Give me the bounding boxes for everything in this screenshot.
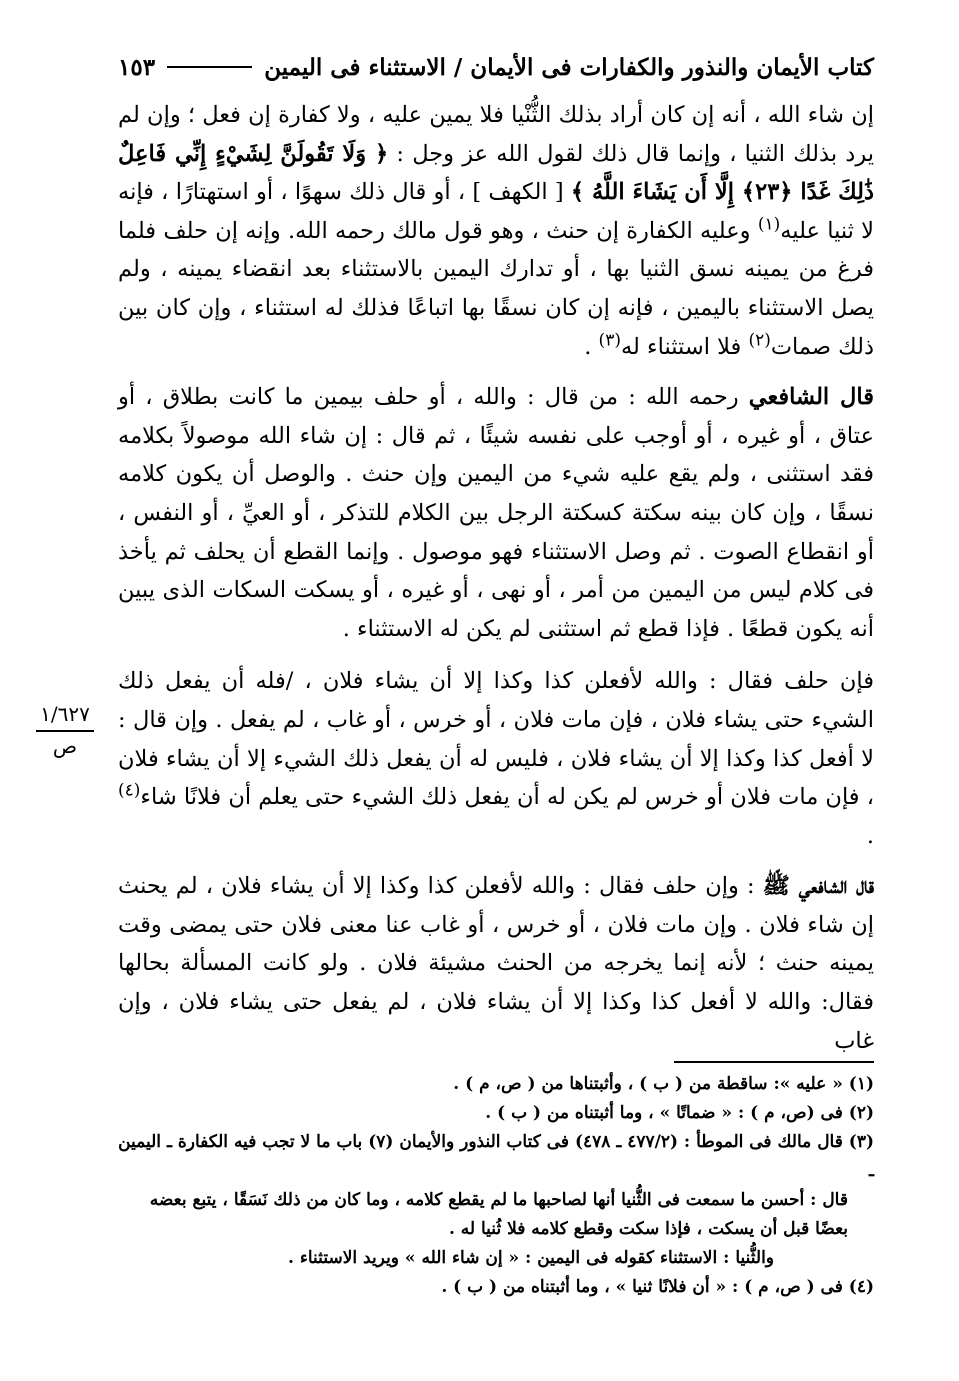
margin-reference-rule [36, 730, 94, 732]
quran-quote: ﴿ وَلَا تَقُولَنَّ لِشَيْءٍ إِنِّي فَاعِلٌ ذَٰلِكَ غَدًا ﴿٢٣﴾ إِلَّا أَن يَشَاءَ اللَّهُ ﴾ [118, 140, 875, 206]
paragraph-text: فإن حلف فقال : والله لأفعلن كذا وكذا إلا أن يشاء فلان ، /فله أن يفعل ذلك الشيء حتى يشاء فلان ، فإن مات فلان ، أو خرس ، أو غاب ، لم يفعل . وإن قال : لا أفعل كذا وكذا إلا أن يشاء فلان ، فليس له أن يفعل ذلك الشيء إلا أن يشاء فلان ، فإن مات فلان أو خرس لم يكن له أن يفعل ذلك الشيء حتى يعلم أن فلانًا شاء [118, 668, 874, 811]
paragraph-text: . [584, 333, 599, 360]
footnote: قال : أحسن ما سمعت فى الثُّنيا أنها لصاحبها ما لم يقطع كلامه ، وما كان من ذلك نَسَقًا ، يتبع بعضه بعضًا قبل أن يسكت ، فإذا سكت وقطع كلامه فلا ثُنيا له . [149, 1190, 848, 1239]
footnote: (١) « عليه »: ساقطة من ( ب ) ، وأثبتناها من ( ص، م ) . [453, 1074, 874, 1094]
paragraph [118, 662, 874, 855]
footnote-separator [674, 1061, 874, 1063]
paragraph-text: فلا استثناء له [620, 333, 749, 360]
footnote: (٤) فى ( ص، م ) : « أن فلانًا ثنيا » ، وما أثبتناه من ( ب ) . [441, 1277, 874, 1297]
running-title: كتاب الأيمان والنذور والكفارات فى الأيمان / الاستثناء فى اليمين [264, 53, 874, 81]
margin-reference-siglum: ص [52, 734, 78, 758]
speaker-label: قال الشافعي [748, 384, 874, 411]
header-rule [167, 66, 252, 68]
paragraph-text: وعليه الكفارة إن حنث ، وهو قول مالك رحمه الله. وإنه إن حلف فلما فرغ من يمينه نسق الثنيا بها ، أو تدارك اليمين بالاستثناء بعد انقضاء يمينه ، ولم يصل الاستثناء باليمين ، فإنه إن كان نسقًا بها اتباعًا فذلك له استثناء ، وإن كان بين ذلك صمات [118, 217, 874, 360]
footnote-ref: (١) [757, 214, 781, 235]
footnote-ref: (٤) [118, 780, 141, 801]
paragraph-text: رحمه الله : من قال : والله ، أو حلف بيمين ما كانت بطلاق ، أو عتاق ، أو غيره ، أو أوجب على نفسه شيئًا ، ثم قال : إن شاء الله موصولاً بكلامه فقد استثنى ، ولم يقع عليه شيء من اليمين وإن حنث . والوصل أن يكون كلامه نسقًا ، وإن كان بينه سكتة كسكتة الرجل بين الكلام للتذكر ، أو العيِّ ، أو النفس ، أو انقطاع الصوت . ثم وصل الاستثناء فهو موصول . وإنما القطع أن يحلف ثم يأخذ فى كلام ليس من اليمين من أمر ، أو نهى ، أو غيره ، أو يسكت السكات الذى يبين أنه يكون قطعًا . فإذا قطع ثم استثنى لم يكن له الاستثناء . [118, 384, 874, 642]
footnote-ref: (٣) [598, 330, 621, 351]
page-number: ١٥٣ [118, 53, 156, 81]
paragraph [118, 867, 874, 1060]
margin-reference-number: ١/٦٢٧ [40, 702, 90, 726]
speaker-label: ﷺ [762, 873, 799, 900]
paragraph-text: إن شاء الله ، أنه إن كان أراد بذلك الثُّنْيا فلا يمين عليه ، ولا كفارة إن فعل ؛ وإن لم يرد بذلك الثنيا ، وإنما قال ذلك لقول الله عز وجل : [118, 102, 875, 167]
footnotes [118, 1070, 874, 1302]
paragraph [118, 96, 874, 366]
footnote: والثُّنيا : الاستثناء كقوله فى اليمين : « إن شاء الله » ويريد الاستثناء . [288, 1248, 774, 1268]
running-header [118, 50, 874, 84]
footnote-ref: (٢) [748, 330, 771, 351]
footnote: (٣) قال مالك فى الموطأ : (٤٧٧/٢ ـ ٤٧٨) فى كتاب النذور والأيمان (٧) باب ما لا تجب فيه الكفارة ـ اليمين ـ [118, 1132, 874, 1181]
main-text [118, 96, 874, 1060]
footnote: (٢) فى (ص، م ) : « ضماتًا » ، وما أثبتناه من ( ب ) . [485, 1103, 874, 1123]
paragraph-text: [ الكهف ] ، أو قال ذلك سهوًا ، أو استهتارًا ، فإنه لا ثنيا عليه [118, 179, 875, 244]
paragraph [118, 378, 874, 648]
margin-reference [32, 702, 98, 758]
paragraph-text: . [866, 822, 874, 849]
speaker-label: قال الشافعي [798, 873, 874, 900]
paragraph-text: : وإن حلف فقال : والله لأفعلن كذا وكذا إلا أن يشاء فلان ، لم يحنث إن شاء فلان . وإن مات فلان ، أو خرس ، أو غاب عنا معنى فلان حتى يمضى وقت يمينه حنث ؛ لأنه إنما يخرجه من الحنث مشيئة فلان . ولو كانت المسألة بحالها فقال: والله لا أفعل كذا وكذا إلا أن يشاء فلان ، لم يفعل حتى يشاء فلان ، وإن غاب [118, 873, 874, 1054]
